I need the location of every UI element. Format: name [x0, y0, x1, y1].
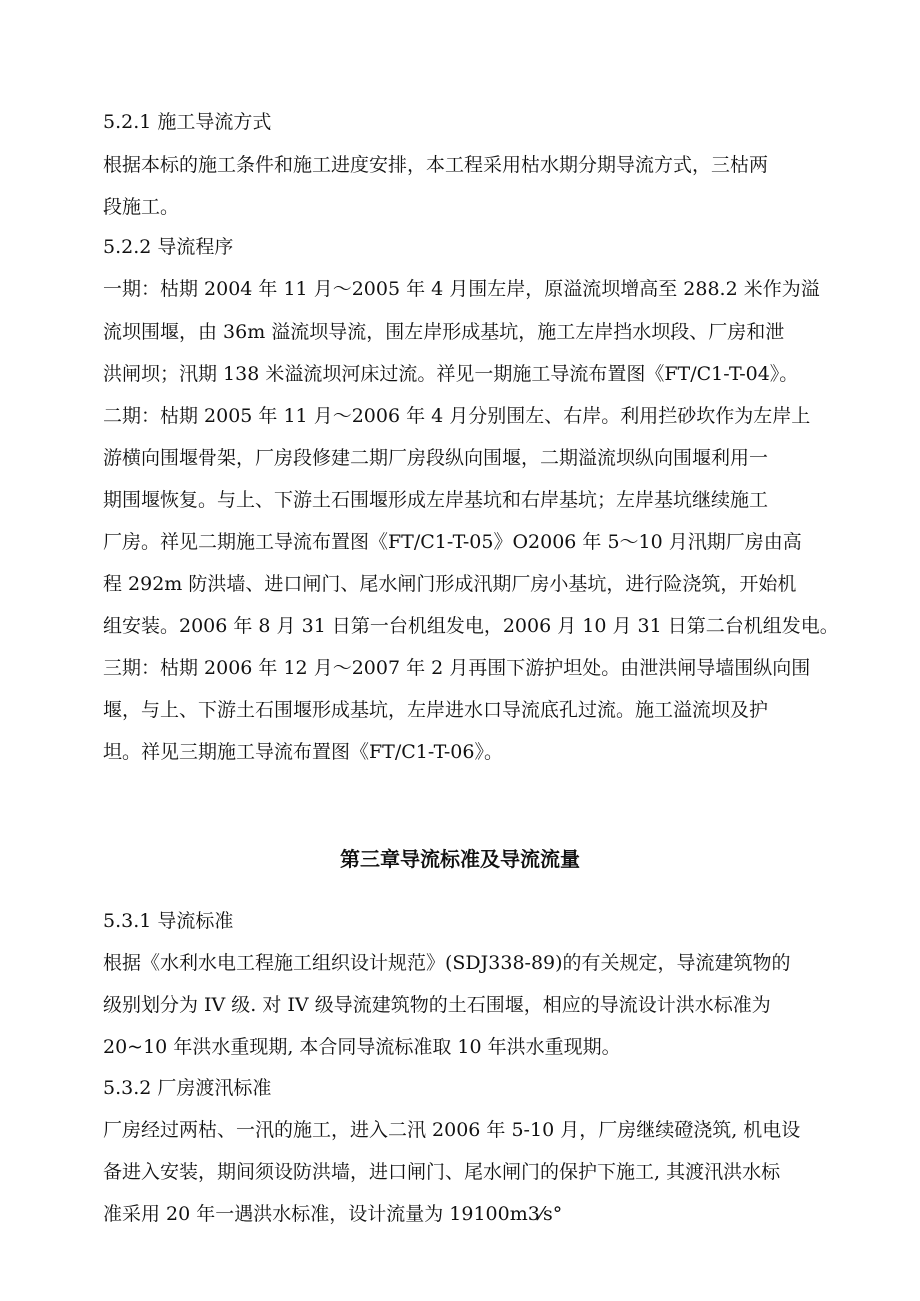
- paragraph-line: 二期：枯期 2005 年 11 月～2006 年 4 月分别围左、右岸。利用拦砂坎作为左岸上: [103, 405, 811, 427]
- section-5-3-1-heading: 5.3.1 导流标准: [103, 910, 234, 932]
- paragraph-line: 堰，与上、下游土石围堰形成基坑，左岸进水口导流底孔过流。施工溢流坝及护: [103, 699, 769, 721]
- paragraph-line: 级别划分为 IV 级. 对 IV 级导流建筑物的土石围堰，相应的导流设计洪水标准为: [103, 994, 771, 1016]
- paragraph-line: 20~10 年洪水重现期, 本合同导流标准取 10 年洪水重现期。: [103, 1036, 621, 1058]
- paragraph-line: 根据《水利水电工程施工组织设计规范》(SDJ338-89)的有关规定，导流建筑物的: [103, 952, 791, 974]
- chapter-title: 第三章导流标准及导流流量: [340, 847, 580, 871]
- section-5-3-2-heading: 5.3.2 厂房渡汛标准: [103, 1077, 272, 1099]
- paragraph-line: 厂房。祥见二期施工导流布置图《FT/C1-T-05》O2006 年 5～10 月汛期厂房由高: [103, 531, 802, 553]
- paragraph-line: 期围堰恢复。与上、下游土石围堰形成左岸基坑和右岸基坑；左岸基坑继续施工: [103, 489, 769, 511]
- paragraph-line: 厂房经过两枯、一汛的施工，进入二汛 2006 年 5-10 月，厂房继续磴浇筑, 机电设: [103, 1119, 801, 1141]
- paragraph-line: 根据本标的施工条件和施工进度安排，本工程采用枯水期分期导流方式，三枯两: [103, 154, 769, 176]
- section-5-2-1-heading: 5.2.1 施工导流方式: [103, 111, 272, 133]
- paragraph-line: 准采用 20 年一遇洪水标准，设计流量为 19100m3⁄s°: [103, 1203, 563, 1225]
- paragraph-line: 游横向围堰骨架，厂房段修建二期厂房段纵向围堰，二期溢流坝纵向围堰利用一: [103, 447, 769, 469]
- paragraph-line: 三期：枯期 2006 年 12 月～2007 年 2 月再围下游护坦处。由泄洪闸导墙围纵向围: [103, 657, 811, 679]
- paragraph-line: 流坝围堰，由 36m 溢流坝导流，围左岸形成基坑，施工左岸挡水坝段、厂房和泄: [103, 321, 785, 343]
- paragraph-line: 备进入安装，期间须设防洪墙，进口闸门、尾水闸门的保护下施工, 其渡汛洪水标: [103, 1161, 781, 1183]
- paragraph-line: 洪闸坝；汛期 138 米溢流坝河床过流。祥见一期施工导流布置图《FT/C1-T-04》。: [103, 363, 799, 385]
- paragraph-line: 一期：枯期 2004 年 11 月～2005 年 4 月围左岸，原溢流坝增高至 288.2 米作为溢: [103, 278, 820, 300]
- section-5-2-2-heading: 5.2.2 导流程序: [103, 236, 234, 258]
- paragraph-line: 段施工。: [103, 196, 180, 218]
- paragraph-line: 坦。祥见三期施工导流布置图《FT/C1-T-06》。: [103, 741, 503, 763]
- paragraph-line: 组安装。2006 年 8 月 31 日第一台机组发电，2006 月 10 月 31 日第二台机组发电。: [103, 615, 839, 637]
- paragraph-line: 程 292m 防洪墙、进口闸门、尾水闸门形成汛期厂房小基坑，进行险浇筑，开始机: [103, 573, 797, 595]
